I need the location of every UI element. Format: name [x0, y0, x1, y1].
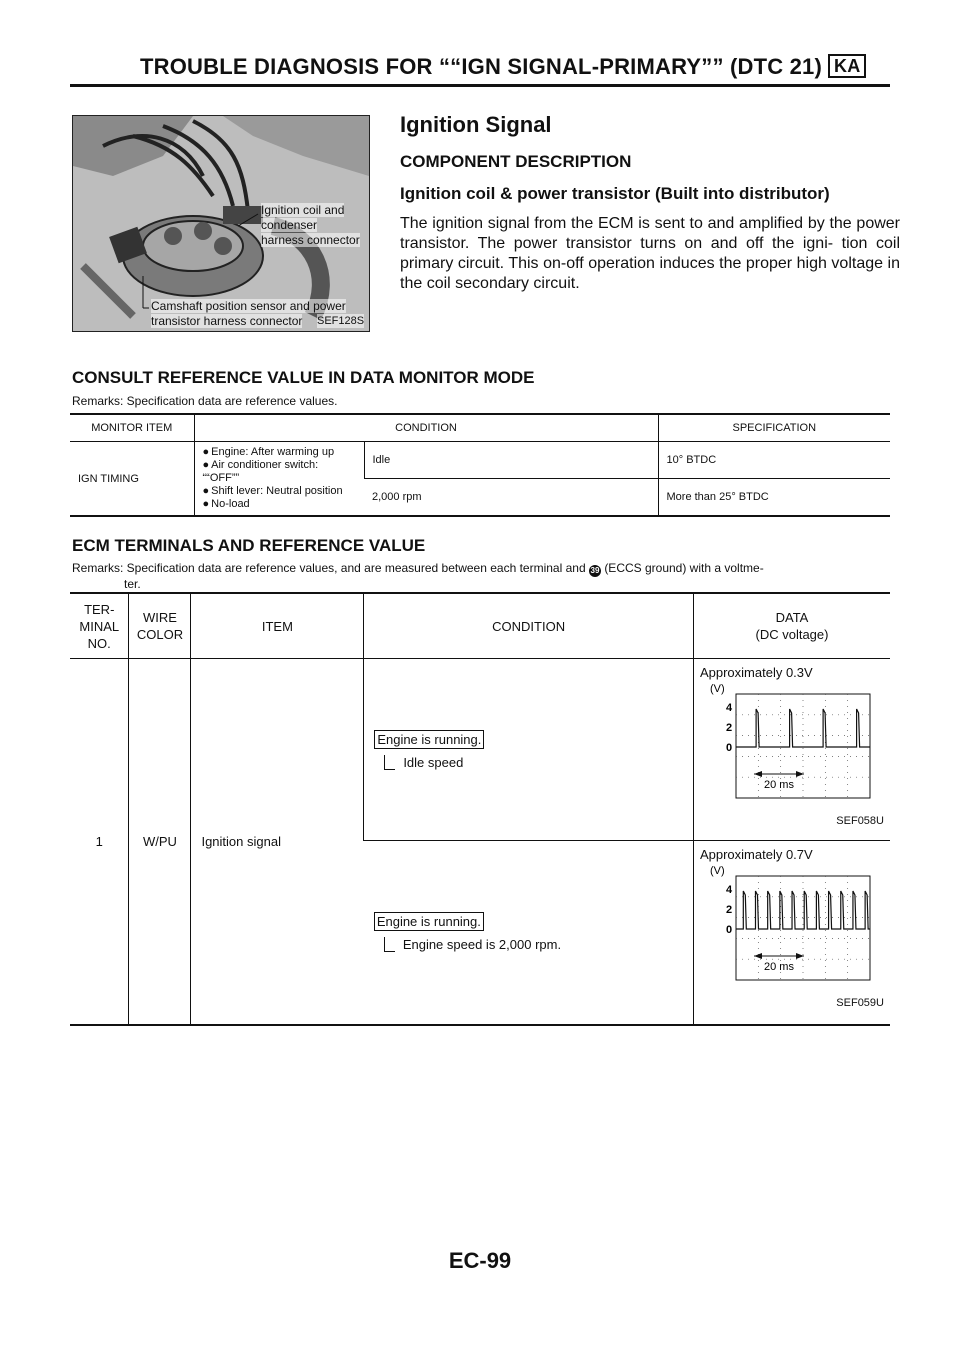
list-item: ● Air conditioner switch: ““OFF”” [203, 459, 356, 485]
scope-tick-label: 2 [725, 904, 733, 916]
ecm-remarks-post: (ECCS ground) with a voltme- [604, 561, 764, 575]
component-description [400, 112, 900, 294]
data-cell-2000rpm [693, 841, 890, 1025]
arrow-head-left [754, 953, 762, 959]
header-rule [70, 84, 890, 87]
time-span-label: 20 ms [763, 961, 794, 973]
header-wire-color [129, 593, 191, 659]
consult-table-header [70, 414, 890, 442]
component-subtitle: Ignition coil & power transistor (Built into distributor) [400, 184, 830, 203]
header-monitor-item: MONITOR ITEM [70, 414, 194, 442]
header-item: ITEM [191, 593, 364, 659]
ecm-table-header [70, 593, 890, 659]
wire-color-cell: W/PU [129, 659, 191, 1025]
figure-ref: SEF058U [836, 815, 884, 827]
item-cell: Ignition signal [191, 659, 364, 1025]
data-value: Approximately 0.3V [699, 665, 813, 680]
consult-reference-table [70, 413, 890, 517]
arrow-head-right [796, 771, 804, 777]
scope-tick-label: 0 [725, 924, 733, 936]
ecm-remarks [72, 561, 892, 591]
elbow-connector [384, 937, 395, 952]
ecm-heading: ECM TERMINALS AND REFERENCE VALUE [72, 536, 426, 555]
page-header-title [140, 54, 866, 80]
arrow-head-right [796, 953, 804, 959]
condition-sub-text: Engine speed is 2,000 rpm. [402, 937, 562, 953]
component-description-body: The ignition signal from the ECM is sent to and amplified by the power transistor. The power transistor turns on and off the igni- tion coil primary circuit. This on-off operation induces the proper high voltage in the coil secondary circuit. [400, 215, 900, 292]
data-cell-idle [693, 659, 890, 841]
scope-unit-label: (V) [709, 865, 725, 877]
component-description-heading: COMPONENT DESCRIPTION [400, 152, 632, 171]
engine-badge: KA [828, 54, 866, 78]
consult-heading: CONSULT REFERENCE VALUE IN DATA MONITOR MODE [72, 368, 535, 387]
condition-sub-text: Idle speed [403, 754, 464, 770]
oscilloscope-waveform-idle [700, 680, 884, 810]
photo-label-camshaft-2: transistor harness connector [151, 314, 303, 328]
condition-main: Engine is running. [374, 912, 484, 931]
scope-tick-label: 2 [725, 722, 733, 734]
data-value: Approximately 0.7V [699, 847, 813, 862]
header-condition: CONDITION [194, 414, 658, 442]
header-terminal-line2: MINAL [79, 618, 120, 634]
arrow-head-left [754, 771, 762, 777]
header-title-text: TROUBLE DIAGNOSIS FOR ““IGN SIGNAL-PRIMARY”” (DTC 21) [140, 54, 823, 79]
condition-cell-idle [364, 659, 694, 841]
photo-figure-ref: SEF128S [317, 315, 365, 327]
table-row [70, 442, 890, 479]
header-terminal-line3: NO. [87, 635, 111, 651]
list-item: ● No-load [203, 498, 356, 511]
scope-tick-label: 4 [725, 702, 733, 714]
terminal-ref-badge: 39 [590, 566, 600, 575]
time-span-label: 20 ms [763, 779, 794, 791]
condition-list [203, 446, 356, 511]
elbow-connector [384, 755, 395, 770]
header-terminal-line1: TER- [84, 601, 115, 617]
photo-label-camshaft-1: Camshaft position sensor and power [151, 299, 346, 313]
component-photo [72, 115, 370, 332]
spec-2000rpm: More than 25° BTDC [658, 479, 890, 516]
section-title: Ignition Signal [400, 112, 552, 137]
monitor-item-cell: IGN TIMING [70, 442, 194, 517]
consult-remarks: Remarks: Specification data are reference values. [72, 394, 338, 408]
scope-tick-label: 4 [725, 884, 733, 896]
header-data-line1: DATA [775, 610, 809, 625]
condition-idle: Idle [364, 442, 658, 479]
table-row [70, 659, 890, 841]
page-number: EC-99 [448, 1248, 512, 1273]
condition-2000rpm: 2,000 rpm [364, 479, 658, 516]
figure-ref: SEF059U [836, 997, 884, 1009]
scope-unit-label: (V) [709, 683, 725, 695]
header-terminal-no [70, 593, 129, 659]
header-wire-line2: COLOR [136, 627, 184, 642]
ecm-remarks-pre: Remarks: Specification data are reference values, and are measured between each terminal and [72, 561, 586, 575]
header-specification: SPECIFICATION [658, 414, 890, 442]
condition-sub [384, 937, 687, 952]
photo-label-coil-2: condenser [261, 218, 318, 232]
list-item: ● Engine: After warming up [203, 446, 356, 459]
condition-main: Engine is running. [374, 730, 484, 749]
header-condition: CONDITION [364, 593, 694, 659]
condition-bullets-cell [194, 442, 364, 517]
condition-cell-2000rpm [364, 841, 694, 1025]
scope-tick-label: 0 [725, 742, 733, 754]
oscilloscope-waveform-2000rpm [700, 862, 884, 992]
header-data-line2: (DC voltage) [755, 627, 829, 642]
ecm-terminal-table [70, 592, 890, 1026]
condition-sub [384, 755, 687, 770]
header-wire-line1: WIRE [143, 610, 177, 625]
header-data [693, 593, 890, 659]
ecm-remarks-wrap: ter. [124, 577, 141, 591]
list-item: ● Shift lever: Neutral position [203, 485, 356, 498]
spec-idle: 10° BTDC [658, 442, 890, 479]
terminal-no-cell: 1 [70, 659, 129, 1025]
photo-label-coil-1: Ignition coil and [261, 203, 345, 217]
photo-label-coil-3: harness connector [261, 233, 360, 247]
